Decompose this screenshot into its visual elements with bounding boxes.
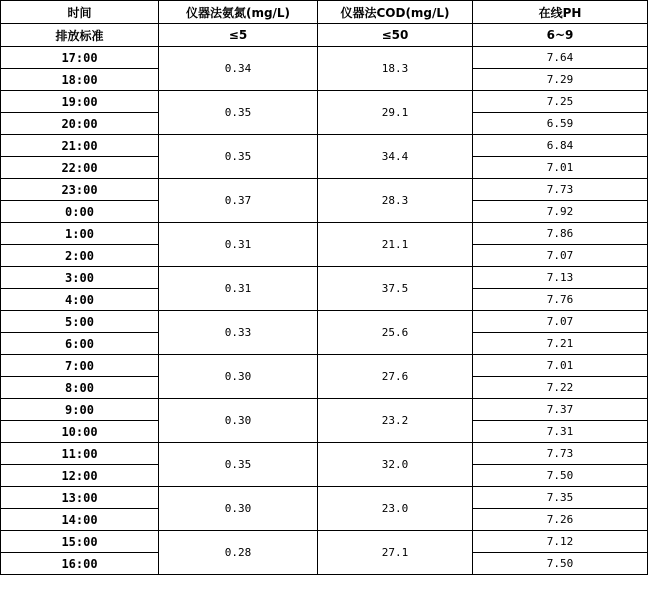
time-cell: 21:00 [1,135,159,157]
ph-cell: 7.01 [473,355,648,377]
cod-cell: 27.1 [318,531,473,575]
ph-cell: 7.22 [473,377,648,399]
ph-cell: 7.21 [473,333,648,355]
time-cell: 13:00 [1,487,159,509]
time-cell: 9:00 [1,399,159,421]
ph-cell: 7.50 [473,553,648,575]
table-row [1,267,648,289]
time-cell: 15:00 [1,531,159,553]
ammonia-cell: 0.34 [159,47,318,91]
table-row [1,311,648,333]
cod-cell: 28.3 [318,179,473,223]
standard-cod: ≤50 [318,24,473,47]
time-cell: 17:00 [1,47,159,69]
time-cell: 12:00 [1,465,159,487]
time-cell: 16:00 [1,553,159,575]
time-cell: 23:00 [1,179,159,201]
ammonia-cell: 0.28 [159,531,318,575]
table-row [1,487,648,509]
table-row [1,531,648,553]
table-body [1,47,648,575]
ph-cell: 7.64 [473,47,648,69]
ph-cell: 7.12 [473,531,648,553]
table-row [1,179,648,201]
ammonia-cell: 0.31 [159,267,318,311]
time-cell: 4:00 [1,289,159,311]
time-cell: 22:00 [1,157,159,179]
header-time: 时间 [1,1,159,24]
standard-label: 排放标准 [1,24,159,47]
time-cell: 6:00 [1,333,159,355]
time-cell: 19:00 [1,91,159,113]
table-row [1,355,648,377]
table-row [1,47,648,69]
ammonia-cell: 0.31 [159,223,318,267]
table-row [1,135,648,157]
header-ammonia: 仪器法氨氮(mg/L) [159,1,318,24]
ph-cell: 6.59 [473,113,648,135]
ph-cell: 7.86 [473,223,648,245]
ph-cell: 7.73 [473,443,648,465]
ph-cell: 7.07 [473,311,648,333]
ammonia-cell: 0.35 [159,91,318,135]
ph-cell: 7.73 [473,179,648,201]
ph-cell: 7.31 [473,421,648,443]
cod-cell: 23.0 [318,487,473,531]
standard-ph: 6~9 [473,24,648,47]
ph-cell: 7.07 [473,245,648,267]
header-cod: 仪器法COD(mg/L) [318,1,473,24]
cod-cell: 27.6 [318,355,473,399]
time-cell: 3:00 [1,267,159,289]
ammonia-cell: 0.37 [159,179,318,223]
cod-cell: 32.0 [318,443,473,487]
ph-cell: 7.26 [473,509,648,531]
time-cell: 1:00 [1,223,159,245]
table-row [1,223,648,245]
table-row [1,443,648,465]
ph-cell: 7.37 [473,399,648,421]
ammonia-cell: 0.30 [159,487,318,531]
time-cell: 20:00 [1,113,159,135]
time-cell: 10:00 [1,421,159,443]
time-cell: 2:00 [1,245,159,267]
cod-cell: 37.5 [318,267,473,311]
table-row [1,91,648,113]
cod-cell: 29.1 [318,91,473,135]
cod-cell: 18.3 [318,47,473,91]
ph-cell: 6.84 [473,135,648,157]
header-row [1,1,648,24]
cod-cell: 21.1 [318,223,473,267]
header-ph: 在线PH [473,1,648,24]
cod-cell: 23.2 [318,399,473,443]
ammonia-cell: 0.35 [159,135,318,179]
ph-cell: 7.13 [473,267,648,289]
ph-cell: 7.76 [473,289,648,311]
time-cell: 14:00 [1,509,159,531]
time-cell: 11:00 [1,443,159,465]
ph-cell: 7.50 [473,465,648,487]
cod-cell: 34.4 [318,135,473,179]
ammonia-cell: 0.35 [159,443,318,487]
ph-cell: 7.01 [473,157,648,179]
standard-row [1,24,648,47]
time-cell: 7:00 [1,355,159,377]
standard-ammonia: ≤5 [159,24,318,47]
ammonia-cell: 0.33 [159,311,318,355]
ammonia-cell: 0.30 [159,399,318,443]
time-cell: 18:00 [1,69,159,91]
ph-cell: 7.35 [473,487,648,509]
time-cell: 8:00 [1,377,159,399]
time-cell: 5:00 [1,311,159,333]
ammonia-cell: 0.30 [159,355,318,399]
cod-cell: 25.6 [318,311,473,355]
ph-cell: 7.92 [473,201,648,223]
time-cell: 0:00 [1,201,159,223]
ph-cell: 7.29 [473,69,648,91]
table-row [1,399,648,421]
ph-cell: 7.25 [473,91,648,113]
